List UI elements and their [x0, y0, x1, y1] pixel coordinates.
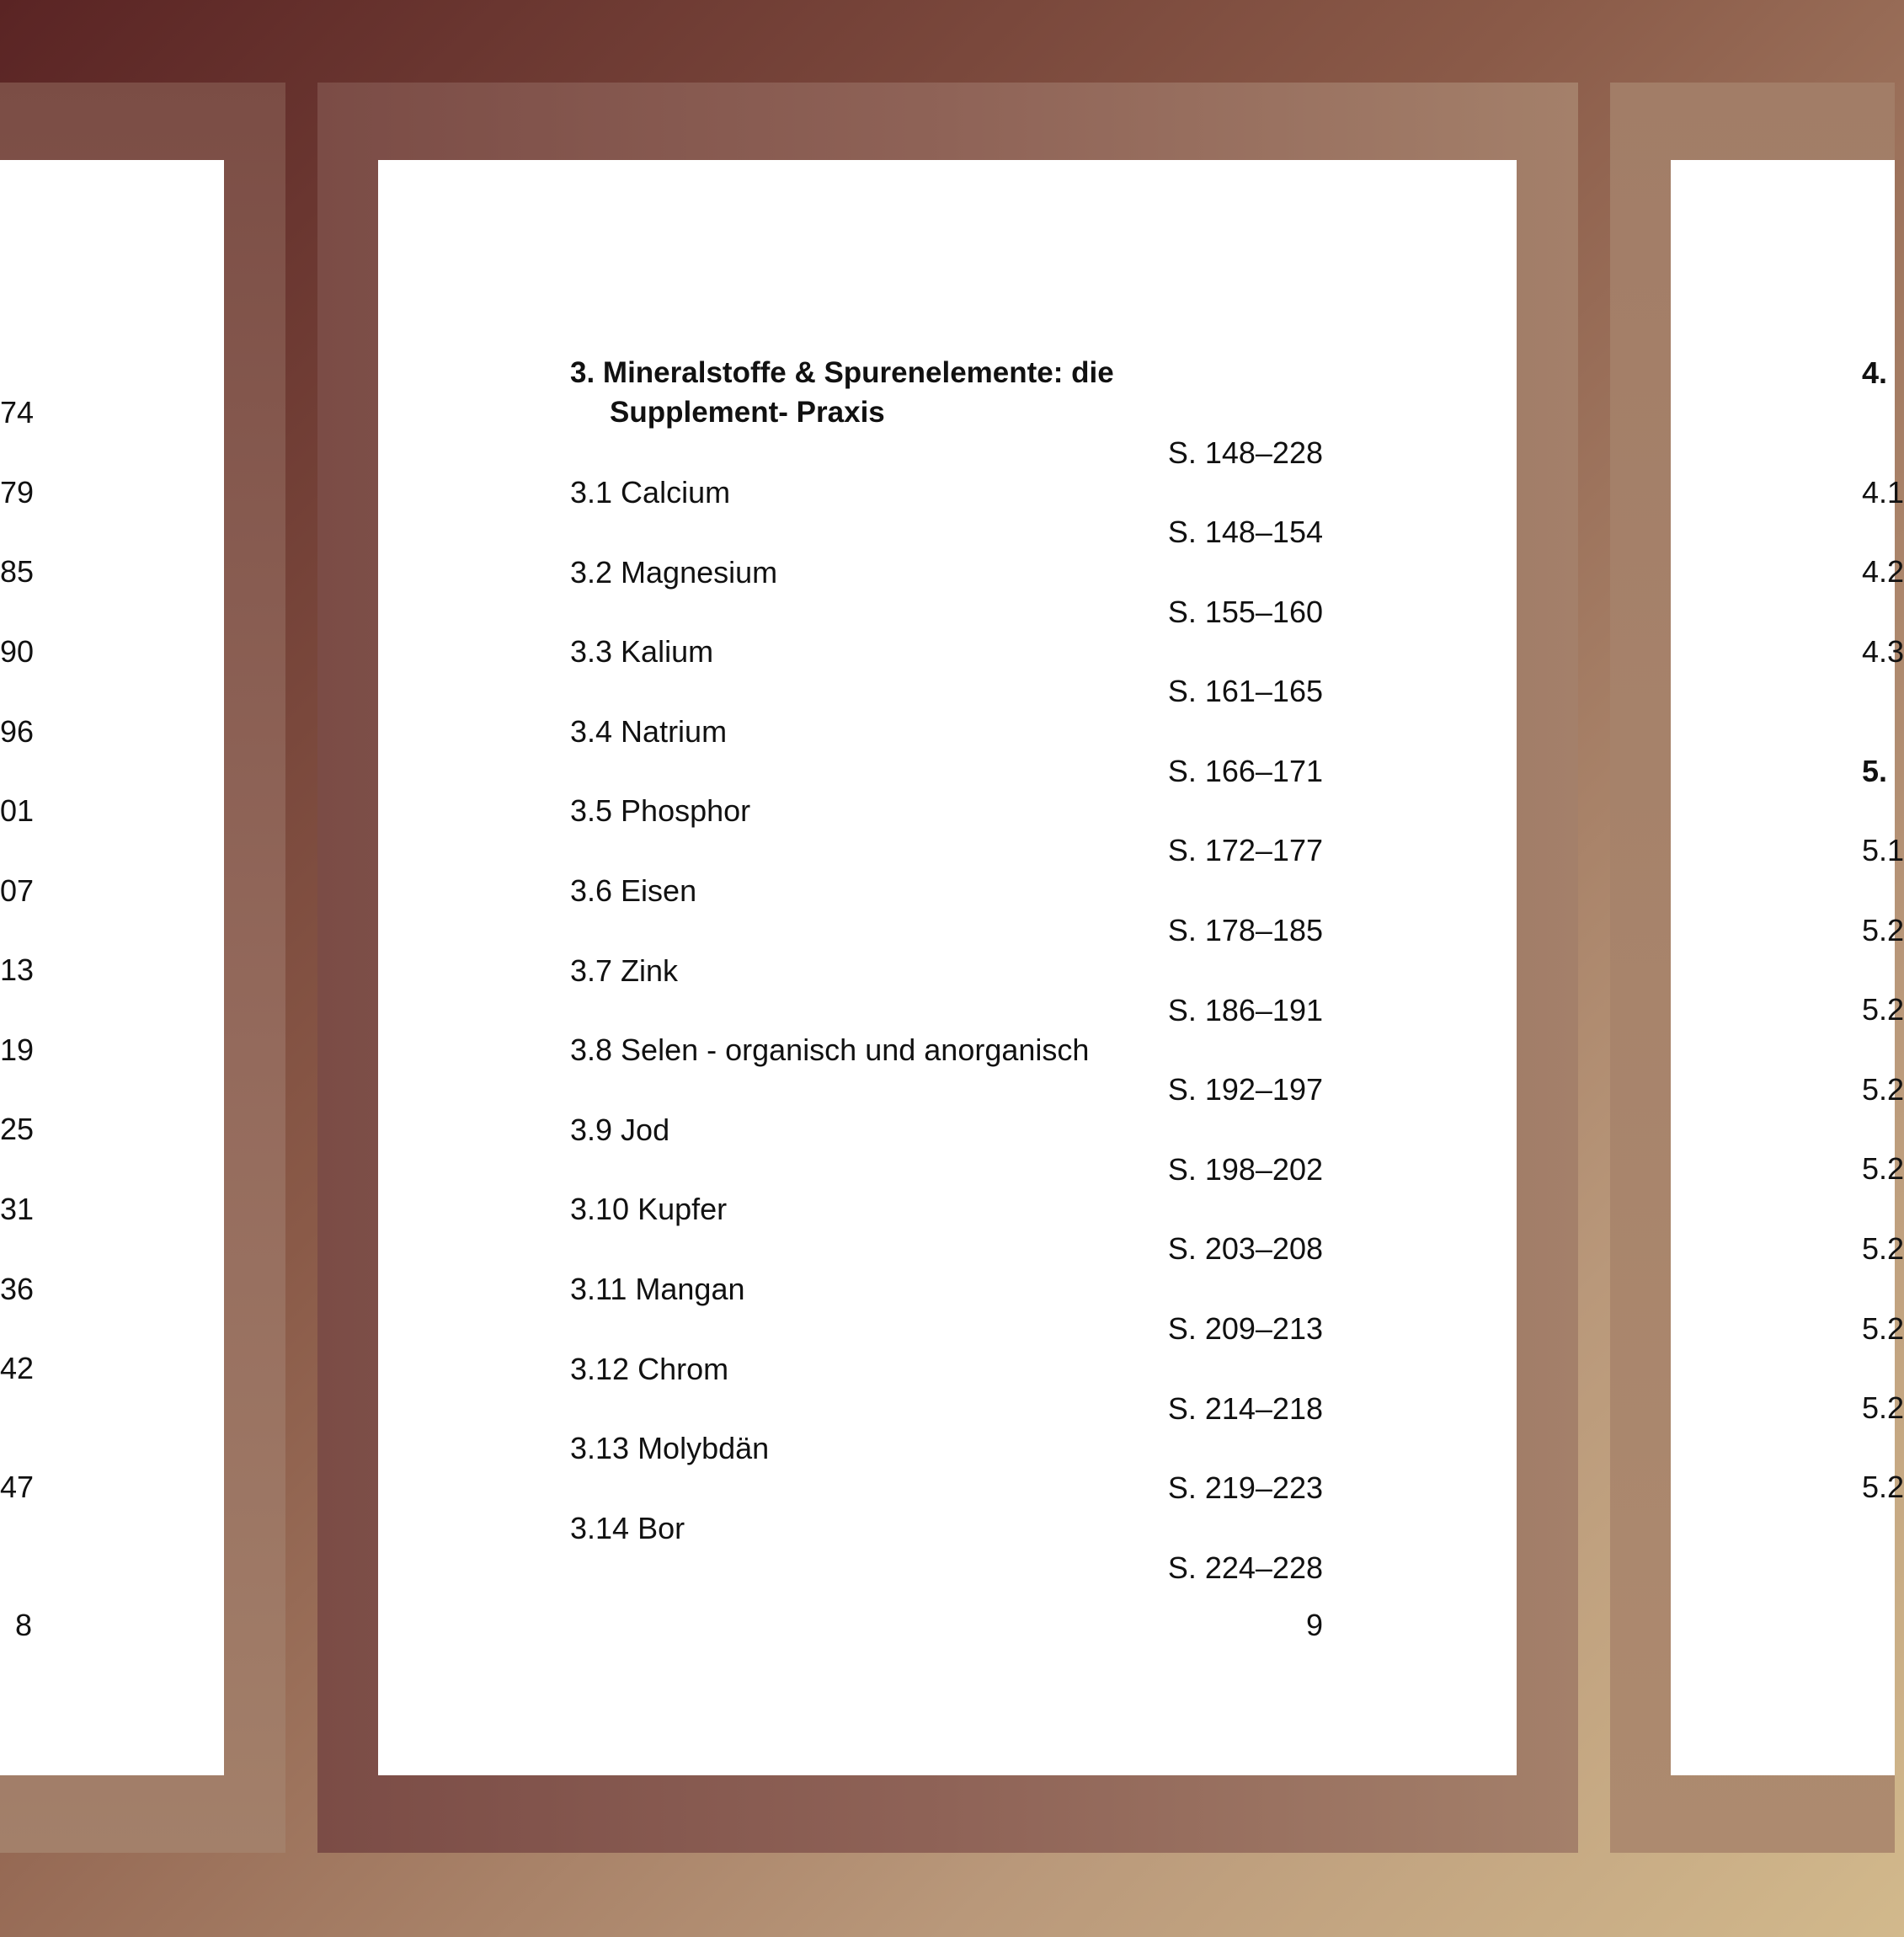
right-page-heading[interactable]: 5.2 [1862, 1470, 1904, 1504]
left-page-tail-number: 47 [0, 1470, 35, 1504]
right-page-frame [1610, 83, 1895, 1853]
left-page-tail-number: 07 [0, 873, 35, 908]
toc-entry-label[interactable]: 3.4 Natrium [570, 714, 728, 749]
toc-entry-pages: S. 161–165 [1167, 674, 1323, 708]
chapter-title-line2: Supplement- Praxis [610, 396, 885, 429]
toc-entry-label[interactable]: 3.14 Bor [570, 1511, 685, 1545]
chapter-page-range: S. 148–228 [1167, 435, 1323, 470]
toc-entry-pages: S. 214–218 [1167, 1391, 1323, 1426]
toc-entry-label[interactable]: 3.1 Calcium [570, 475, 731, 510]
left-page-tail-number: 90 [0, 634, 35, 669]
toc-entry-pages: S. 224–228 [1167, 1550, 1323, 1585]
left-page-tail-number: 25 [0, 1112, 35, 1146]
toc-entry-pages: S. 203–208 [1167, 1231, 1323, 1266]
right-page-heading[interactable]: 5.2 [1862, 992, 1904, 1027]
left-page-tail-number: 79 [0, 475, 35, 510]
left-page-tail-number: 74 [0, 395, 35, 430]
toc-entry-label[interactable]: 3.2 Magnesium [570, 555, 778, 590]
center-page-number: 9 [1305, 1608, 1323, 1642]
left-page-tail-number: 13 [0, 952, 35, 987]
toc-entry-pages: S. 148–154 [1167, 515, 1323, 549]
right-page-heading[interactable]: 5.2 [1862, 1072, 1904, 1107]
chapter-title-line1: 3. Mineralstoffe & Spurenelemente: die [570, 356, 1114, 389]
toc-entry-label[interactable]: 3.13 Molybdän [570, 1431, 770, 1465]
right-page-heading[interactable]: 5. [1862, 754, 1888, 788]
toc-entry-label[interactable]: 3.3 Kalium [570, 634, 714, 669]
toc-entry-pages: S. 192–197 [1167, 1072, 1323, 1107]
toc-entry-label[interactable]: 3.10 Kupfer [570, 1192, 728, 1226]
left-page-tail-number: 85 [0, 554, 35, 589]
toc-entry-pages: S. 166–171 [1167, 754, 1323, 788]
left-page-number: 8 [15, 1608, 33, 1642]
toc-entry-pages: S. 178–185 [1167, 913, 1323, 947]
toc-entry-pages: S. 198–202 [1167, 1152, 1323, 1187]
toc-entry-pages: S. 186–191 [1167, 993, 1323, 1027]
toc-entry-label[interactable]: 3.8 Selen - organisch und anorganisch [570, 1033, 1090, 1067]
left-page-tail-number: 31 [0, 1192, 35, 1226]
toc-entry-pages: S. 219–223 [1167, 1470, 1323, 1505]
center-page-frame [317, 83, 1578, 1853]
left-page-tail-number: 19 [0, 1033, 35, 1067]
right-page [1671, 160, 1895, 1775]
toc-entry-pages: S. 155–160 [1167, 595, 1323, 629]
right-page-heading[interactable]: 5.1 [1862, 833, 1904, 867]
right-page-heading[interactable]: 4.2 [1862, 554, 1904, 589]
left-page-tail-number: 36 [0, 1272, 35, 1306]
toc-entry-label[interactable]: 3.7 Zink [570, 953, 679, 988]
left-page-tail-number: 96 [0, 714, 35, 749]
toc-entry-label[interactable]: 3.9 Jod [570, 1113, 670, 1147]
right-page-heading[interactable]: 4.1 [1862, 475, 1904, 510]
center-page [378, 160, 1517, 1775]
right-page-heading[interactable]: 5.2 [1862, 913, 1904, 947]
toc-entry-label[interactable]: 3.11 Mangan [570, 1272, 745, 1306]
right-page-heading[interactable]: 5.2 [1862, 1311, 1904, 1346]
right-page-heading[interactable]: 5.2 [1862, 1390, 1904, 1425]
left-page-frame [0, 83, 285, 1853]
toc-entry-label[interactable]: 3.6 Eisen [570, 873, 697, 908]
left-page-tail-number: 42 [0, 1351, 35, 1385]
right-page-heading[interactable]: 4.3 [1862, 634, 1904, 669]
left-page-tail-number: 01 [0, 793, 35, 828]
toc-entry-pages: S. 209–213 [1167, 1311, 1323, 1346]
toc-entry-label[interactable]: 3.5 Phosphor [570, 793, 751, 828]
right-page-heading[interactable]: 5.2 [1862, 1151, 1904, 1186]
toc-entry-label[interactable]: 3.12 Chrom [570, 1352, 729, 1386]
right-page-heading[interactable]: 5.2 [1862, 1231, 1904, 1266]
toc-entry-pages: S. 172–177 [1167, 833, 1323, 867]
right-page-heading[interactable]: 4. [1862, 355, 1888, 390]
